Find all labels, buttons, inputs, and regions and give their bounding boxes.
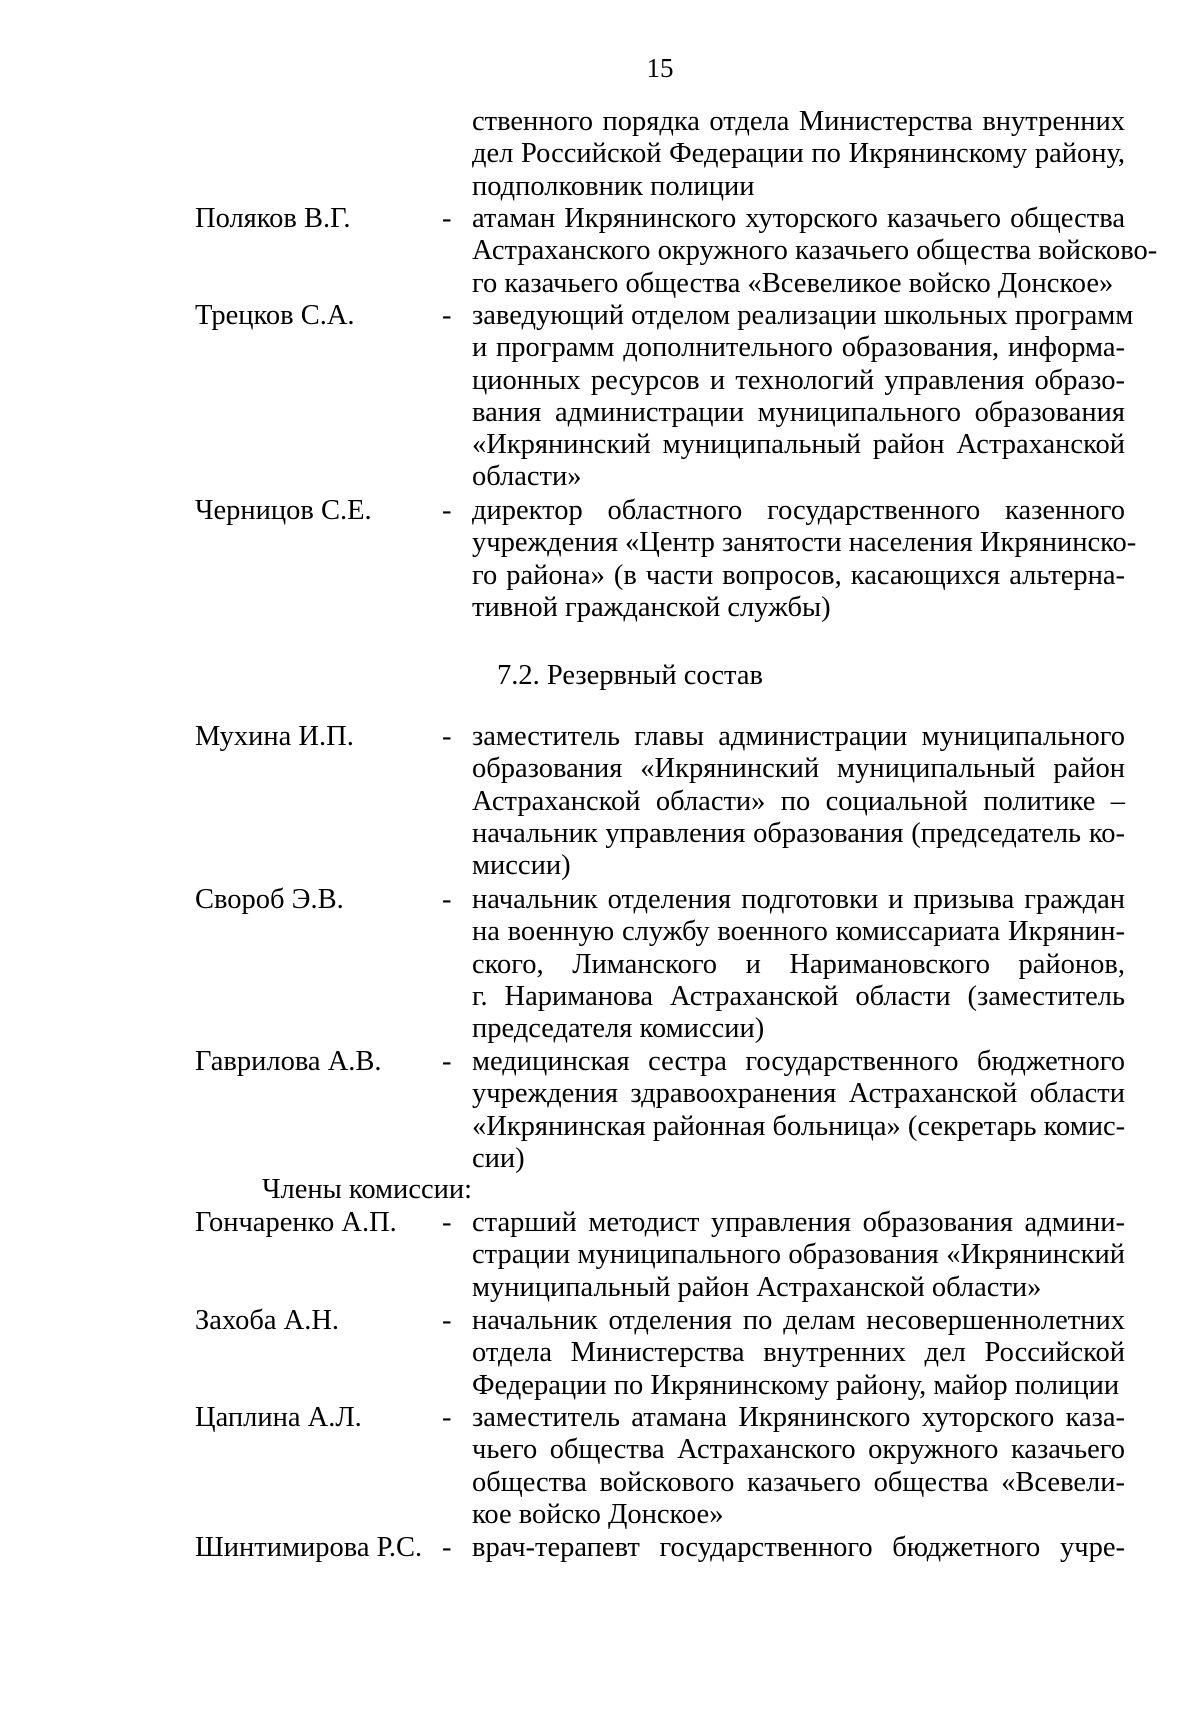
member-description bbox=[472, 884, 1125, 1045]
member-name: Шинтимирова Р.С. bbox=[195, 1532, 423, 1563]
text-line: г. Нариманова Астраханской области (заместитель bbox=[472, 980, 1125, 1012]
member-name: Черницов С.Е. bbox=[195, 495, 372, 526]
member-description bbox=[472, 1402, 1125, 1531]
text-line: чьего общества Астраханского окружного казачьего bbox=[472, 1434, 1125, 1466]
entry-dash: - bbox=[442, 1532, 452, 1563]
member-description bbox=[472, 1046, 1125, 1175]
text-line: го района» (в части вопросов, касающихся альтерна- bbox=[472, 559, 1125, 591]
text-line: ционных ресурсов и технологий управления образо- bbox=[472, 364, 1125, 396]
text-line: ственного порядка отдела Министерства внутренних bbox=[472, 106, 1125, 137]
text-line: заместитель атамана Икрянинского хуторского каза- bbox=[472, 1402, 1125, 1433]
text-line: учреждения «Центр занятости населения Икрянинско- bbox=[472, 527, 1137, 559]
text-line: учреждения здравоохранения Астраханской области bbox=[472, 1078, 1125, 1110]
text-line: начальник отделения по делам несовершеннолетних bbox=[472, 1305, 1125, 1336]
text-line: муниципальный район Астраханской области» bbox=[472, 1271, 1042, 1303]
member-name: Трецков С.А. bbox=[195, 300, 355, 331]
member-name: Свороб Э.В. bbox=[195, 884, 344, 915]
entry-dash: - bbox=[442, 495, 452, 526]
text-line: тивной гражданской службы) bbox=[472, 591, 831, 623]
member-description bbox=[472, 1207, 1125, 1304]
text-line: атаман Икрянинского хуторского казачьего общества bbox=[472, 203, 1125, 234]
member-description bbox=[472, 495, 1137, 624]
member-name: Мухина И.П. bbox=[195, 721, 354, 752]
entry-dash: - bbox=[442, 1402, 452, 1433]
entry-dash: - bbox=[442, 1046, 452, 1077]
text-line: заместитель главы администрации муниципального bbox=[472, 721, 1125, 752]
member-description bbox=[472, 1305, 1125, 1402]
text-line: «Икрянинский муниципальный район Астраханской bbox=[472, 429, 1125, 461]
entry-dash: - bbox=[442, 721, 452, 752]
text-line: председателя комиссии) bbox=[472, 1013, 765, 1045]
text-line: начальник отделения подготовки и призыва граждан bbox=[472, 884, 1125, 915]
member-name: Цаплина А.Л. bbox=[195, 1402, 362, 1433]
intro-continuation-text bbox=[472, 106, 1125, 203]
member-name: Гончаренко А.П. bbox=[195, 1207, 397, 1238]
entry-dash: - bbox=[442, 300, 452, 331]
entry-dash: - bbox=[442, 1207, 452, 1238]
text-line: сии) bbox=[472, 1142, 525, 1174]
text-line: директор областного государственного казенного bbox=[472, 495, 1125, 526]
text-line: вания администрации муниципального образования bbox=[472, 396, 1125, 428]
entry-dash: - bbox=[442, 884, 452, 915]
text-line: дел Российской Федерации по Икрянинскому району, bbox=[472, 138, 1125, 170]
page-number: 15 bbox=[646, 53, 674, 83]
text-line: общества войскового казачьего общества «Всевели- bbox=[472, 1466, 1125, 1498]
text-line: отдела Министерства внутренних дел Российской bbox=[472, 1337, 1125, 1369]
text-line: медицинская сестра государственного бюджетного bbox=[472, 1046, 1125, 1077]
text-line: страции муниципального образования «Икрянинский bbox=[472, 1239, 1125, 1271]
member-description bbox=[472, 203, 1158, 300]
text-line: кое войско Донское» bbox=[472, 1498, 724, 1530]
text-line: на военную службу военного комиссариата Икрянин- bbox=[472, 916, 1125, 948]
members-label: Члены комиссии: bbox=[262, 1174, 473, 1205]
member-name: Гаврилова А.В. bbox=[195, 1046, 382, 1077]
text-line: и программ дополнительного образования, информа- bbox=[472, 332, 1125, 364]
text-line: врач-терапевт государственного бюджетного учре- bbox=[472, 1532, 1125, 1563]
text-line: Федерации по Икрянинскому району, майор полиции bbox=[472, 1369, 1120, 1401]
member-description bbox=[472, 1532, 1125, 1564]
member-name: Поляков В.Г. bbox=[195, 203, 351, 234]
entry-dash: - bbox=[442, 203, 452, 234]
text-line: Астраханского окружного казачьего общества войсково- bbox=[472, 235, 1158, 267]
text-line: области» bbox=[472, 461, 582, 493]
text-line: образования «Икрянинский муниципальный район bbox=[472, 753, 1125, 785]
text-line: «Икрянинская районная больница» (секретарь комис- bbox=[472, 1110, 1126, 1142]
text-line: ского, Лиманского и Наримановского районов, bbox=[472, 948, 1125, 980]
member-name: Захоба А.Н. bbox=[195, 1305, 340, 1336]
member-description bbox=[472, 721, 1125, 882]
text-line: заведующий отделом реализации школьных программ bbox=[472, 300, 1134, 331]
text-line: миссии) bbox=[472, 850, 571, 882]
text-line: старший методист управления образования админи- bbox=[472, 1207, 1125, 1238]
section-heading: 7.2. Резервный состав bbox=[497, 660, 763, 691]
text-line: Астраханской области» по социальной политике – bbox=[472, 785, 1125, 817]
text-line: го казачьего общества «Всевеликое войско Донское» bbox=[472, 267, 1114, 299]
member-description bbox=[472, 300, 1134, 494]
entry-dash: - bbox=[442, 1305, 452, 1336]
text-line: подполковник полиции bbox=[472, 170, 755, 202]
text-line: начальник управления образования (председатель ко- bbox=[472, 817, 1125, 849]
